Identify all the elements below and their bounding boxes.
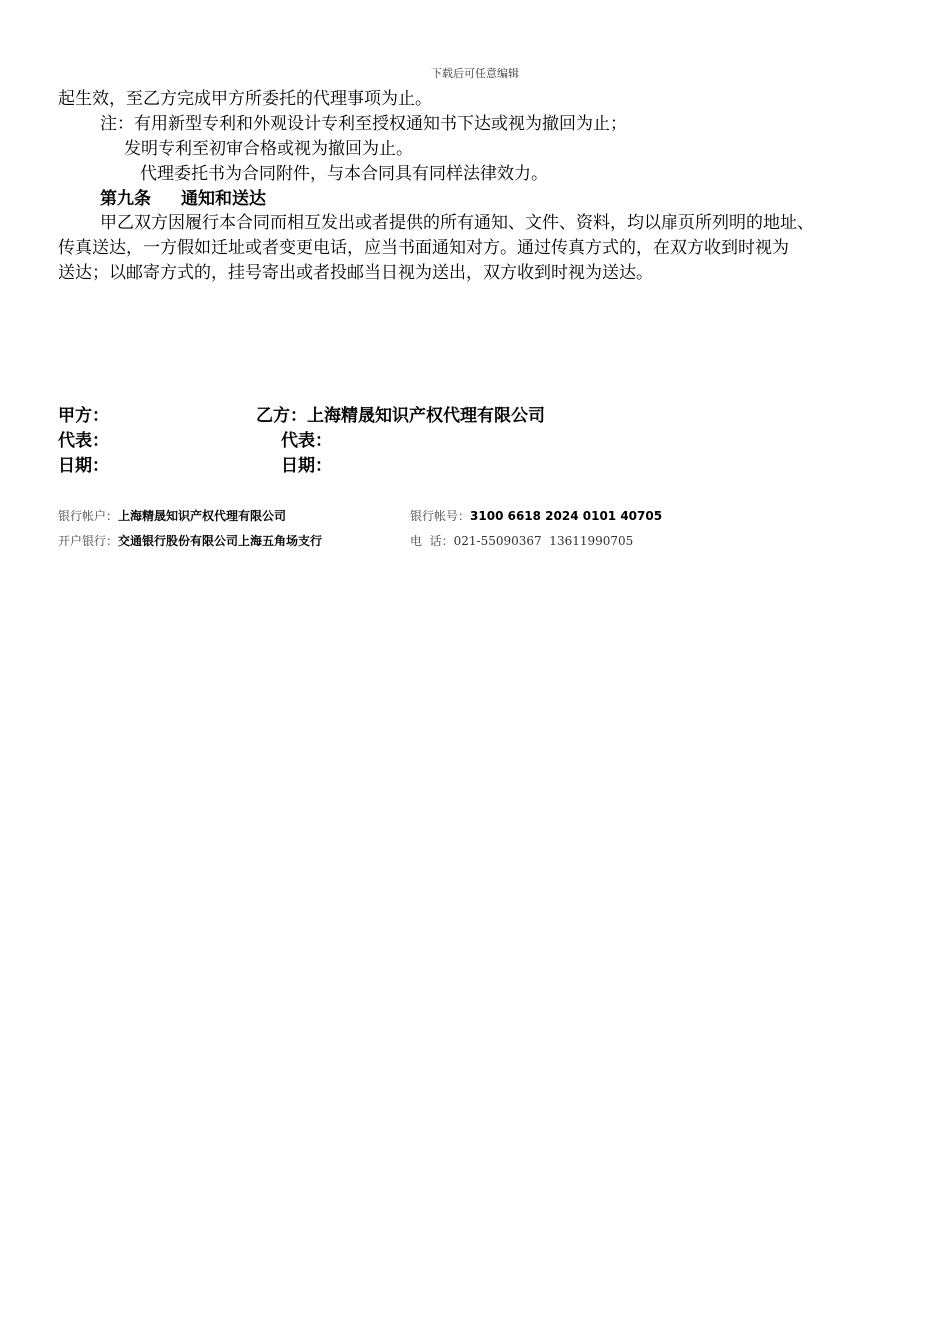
paragraph-power-of-attorney: 代理委托书为合同附件，与本合同具有同样法律效力。 <box>140 164 548 184</box>
contact-phone-value: 021-55090367 13611990705 <box>453 534 634 548</box>
bank-name-label: 开户银行： <box>58 534 119 548</box>
bank-account-name-value: 上海精晟知识产权代理有限公司 <box>118 509 287 523</box>
paragraph-notice-line-1: 甲乙双方因履行本合同而相互发出或者提供的所有通知、文件、资料，均以扉页所列明的地址、 <box>100 213 814 233</box>
contact-phone-label: 电 话： <box>410 534 454 548</box>
contact-phone <box>410 533 633 549</box>
party-a-label: 甲方： <box>58 406 109 426</box>
bank-account-number-label: 银行帐号： <box>410 509 471 523</box>
bank-account-number <box>410 508 662 524</box>
article-heading <box>100 187 940 212</box>
page-header-note: 下载后可任意编辑 <box>431 67 519 80</box>
bank-account-name <box>58 508 286 524</box>
article-title: 通知和送达 <box>181 189 266 209</box>
paragraph-note-utility-design: 注：有用新型专利和外观设计专利至授权通知书下达或视为撤回为止； <box>100 114 627 134</box>
party-b-date-label: 日期： <box>281 456 332 476</box>
bank-name-value: 交通银行股份有限公司上海五角场支行 <box>118 534 323 548</box>
party-a-date-label: 日期： <box>58 456 109 476</box>
paragraph-effective-period: 起生效，至乙方完成甲方所委托的代理事项为止。 <box>58 89 432 109</box>
party-a-representative-label: 代表： <box>58 431 109 451</box>
bank-account-name-label: 银行帐户： <box>58 509 119 523</box>
paragraph-note-invention: 发明专利至初审合格或视为撤回为止。 <box>124 139 413 159</box>
article-number: 第九条 <box>100 189 151 209</box>
party-b-label: 乙方：上海精晟知识产权代理有限公司 <box>256 406 545 426</box>
bank-account-number-value: 3100 6618 2024 0101 40705 <box>470 509 663 523</box>
paragraph-notice-line-3: 送达；以邮寄方式的，挂号寄出或者投邮当日视为送出，双方收到时视为送达。 <box>58 263 653 283</box>
paragraph-notice-line-2: 传真送达，一方假如迁址或者变更电话，应当书面通知对方。通过传真方式的，在双方收到时视为 <box>58 238 789 258</box>
party-b-representative-label: 代表： <box>281 431 332 451</box>
bank-name <box>58 533 322 549</box>
